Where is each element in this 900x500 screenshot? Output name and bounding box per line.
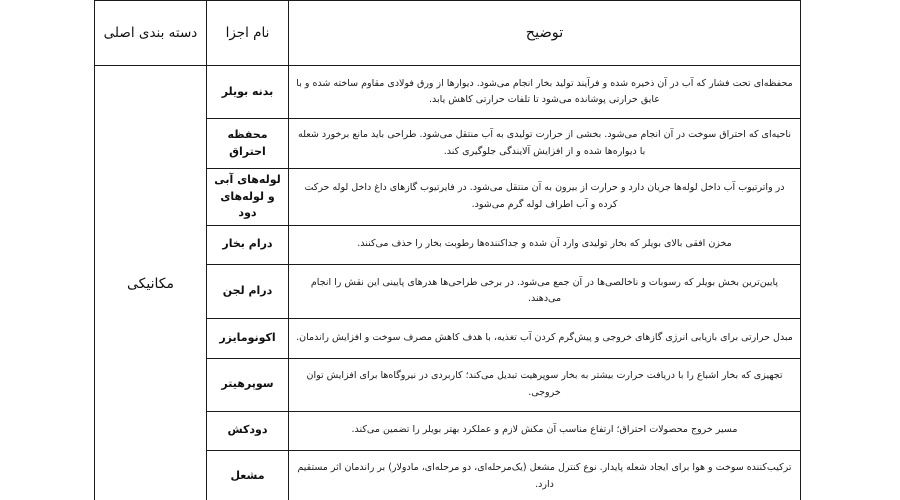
cell-component: سوپرهیتر: [207, 358, 289, 411]
cell-component: درام لجن: [207, 264, 289, 318]
column-header-component: نام اجزا: [207, 1, 289, 66]
cell-category-group: مکانیکی: [95, 66, 207, 500]
boiler-components-table: [94, 0, 801, 500]
cell-description: ترکیب‌کننده سوخت و هوا برای ایجاد شعله پایدار. نوع کنترل مشعل (یک‌مرحله‌ای، دو مرحله‌ای، مادولار) بر راندمان اثر مستقیم دارد.: [289, 450, 801, 500]
table-body: [95, 66, 801, 500]
column-header-category: دسته بندی اصلی: [95, 1, 207, 66]
cell-component: دودکش: [207, 411, 289, 450]
table-header: [95, 1, 801, 66]
cell-description: مبدل حرارتی برای بازیابی انرژی گازهای خروجی و پیش‌گرم کردن آب تغذیه، با هدف کاهش مصرف سوخت و افزایش راندمان.: [289, 318, 801, 358]
cell-description: مخزن افقی بالای بویلر که بخار تولیدی وارد آن شده و جداکننده‌ها رطوبت بخار را حذف می‌کنند.: [289, 225, 801, 264]
cell-description: محفظه‌ای تحت فشار که آب در آن ذخیره شده و فرآیند تولید بخار انجام می‌شود. دیوارها از ورق فولادی مقاوم ساخته شده و با عایق حرارتی پوشانده می‌شود تا تلفات حرارتی کاهش یابد.: [289, 66, 801, 119]
cell-component: لوله‌های آبی و لوله‌های دود: [207, 169, 289, 226]
table-header-row: [95, 1, 801, 66]
cell-description: در واترتیوب آب داخل لوله‌ها جریان دارد و حرارت از بیرون به آن منتقل می‌شود. در فایرتیوب گازهای داغ داخل لوله حرکت کرده و آب اطراف لوله گرم می‌شود.: [289, 169, 801, 226]
cell-component: بدنه بویلر: [207, 66, 289, 119]
cell-component: درام بخار: [207, 225, 289, 264]
cell-description: مسیر خروج محصولات احتراق؛ ارتفاع مناسب آن مکش لازم و عملکرد بهتر بویلر را تضمین می‌کند.: [289, 411, 801, 450]
cell-description: تجهیزی که بخار اشباع را با دریافت حرارت بیشتر به بخار سوپرهیت تبدیل می‌کند؛ کاربردی در نیروگاه‌ها برای افزایش توان خروجی.: [289, 358, 801, 411]
cell-component: مشعل: [207, 450, 289, 500]
boiler-components-table-wrapper: [95, 0, 801, 500]
cell-component: اکونومایزر: [207, 318, 289, 358]
cell-component: محفظه احتراق: [207, 119, 289, 169]
cell-description: پایین‌ترین بخش بویلر که رسوبات و ناخالصی‌ها در آن جمع می‌شود. در برخی طراحی‌ها هدرهای پایینی این نقش را انجام می‌دهند.: [289, 264, 801, 318]
table-row: [95, 66, 801, 119]
cell-description: ناحیه‌ای که احتراق سوخت در آن انجام می‌شود. بخشی از حرارت تولیدی به آب منتقل می‌شود. طراحی باید مانع برخورد شعله با دیواره‌ها شده و از افزایش آلایندگی جلوگیری کند.: [289, 119, 801, 169]
column-header-description: توضیح: [289, 1, 801, 66]
